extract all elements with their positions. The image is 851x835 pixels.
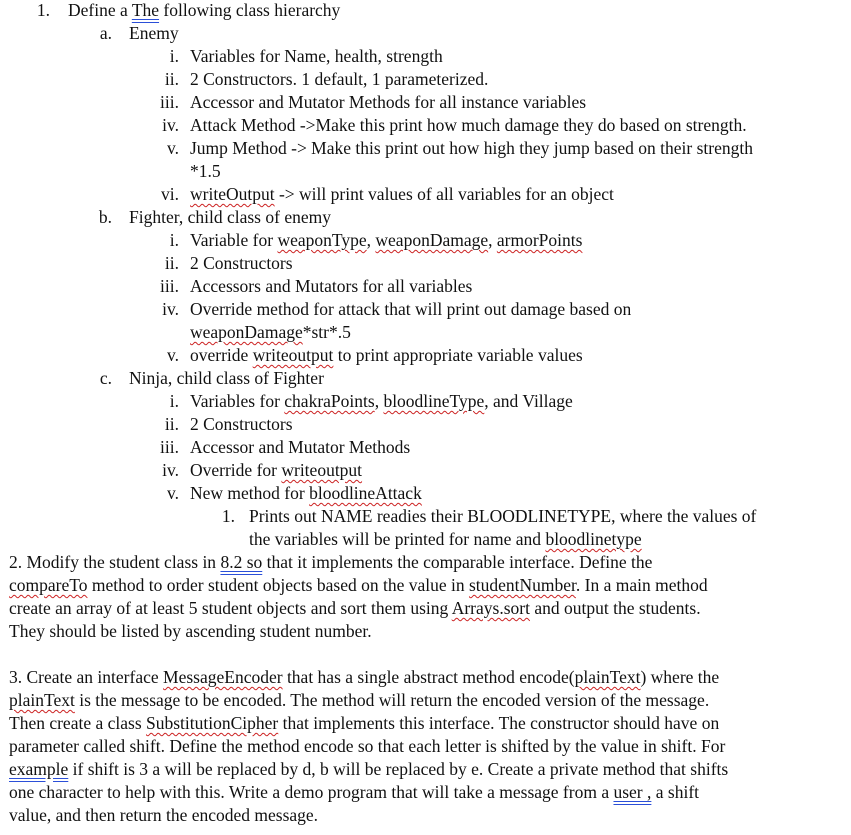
list-marker: iii. <box>160 437 179 457</box>
paragraph-line: value, and then return the encoded message. <box>9 805 319 825</box>
list-marker: 1. <box>36 0 50 20</box>
list-item-continuation: *1.5 <box>190 161 221 181</box>
fighter-heading: Fighter, child class of enemy <box>129 207 331 227</box>
list-item-continuation: weaponDamage*str*.5 <box>190 322 351 342</box>
list-item: Prints out NAME readies their BLOODLINETYPE, where the values of <box>249 506 757 526</box>
question-1-heading: Define a The following class hierarchy <box>68 0 341 20</box>
paragraph-line: 3. Create an interface MessageEncoder that has a single abstract method encode(plainText) where the <box>9 667 720 687</box>
paragraph-line: Then create a class SubstitutionCipher that implements this interface. The constructor should have on <box>9 713 720 733</box>
list-item: 2 Constructors <box>190 253 293 273</box>
list-marker: iv. <box>162 299 179 319</box>
list-marker: iii. <box>160 276 179 296</box>
list-marker: ii. <box>164 69 179 89</box>
paragraph-line: parameter called shift. Define the method encode so that each letter is shifted by the value in shift. For <box>9 736 726 756</box>
list-item: override writeoutput to print appropriate variable values <box>190 345 583 365</box>
list-marker: iv. <box>162 460 179 480</box>
list-marker: iii. <box>160 92 179 112</box>
list-item: Override method for attack that will print out damage based on <box>190 299 632 319</box>
list-item: Variables for Name, health, strength <box>190 46 443 66</box>
list-marker: ii. <box>164 414 179 434</box>
list-marker: iv. <box>162 115 179 135</box>
list-marker: c. <box>99 368 112 388</box>
list-item: New method for bloodlineAttack <box>190 483 422 503</box>
list-item: Jump Method -> Make this print out how high they jump based on their strength <box>190 138 753 158</box>
list-marker: v. <box>167 138 179 158</box>
list-item: Override for writeoutput <box>190 460 363 480</box>
list-item: Accessor and Mutator Methods for all instance variables <box>190 92 587 112</box>
enemy-heading: Enemy <box>129 23 179 43</box>
list-marker: i. <box>169 391 179 411</box>
list-marker: b. <box>98 207 112 227</box>
paragraph-line: example if shift is 3 a will be replaced by d, b will be replaced by e. Create a private method that shifts <box>9 759 729 779</box>
paragraph-line: create an array of at least 5 student objects and sort them using Arrays.sort and output the students. <box>9 598 701 618</box>
list-marker: ii. <box>164 253 179 273</box>
list-item: writeOutput -> will print values of all variables for an object <box>190 184 614 204</box>
list-item: Attack Method ->Make this print how much damage they do based on strength. <box>190 115 747 135</box>
paragraph-line: compareTo method to order student objects based on the value in studentNumber. In a main method <box>9 575 708 595</box>
list-marker: i. <box>169 230 179 250</box>
list-item: Variables for chakraPoints, bloodlineType, and Village <box>190 391 573 411</box>
list-item: Variable for weaponType, weaponDamage, armorPoints <box>190 230 583 250</box>
list-marker: a. <box>99 23 112 43</box>
paragraph-line: 2. Modify the student class in 8.2 so that it implements the comparable interface. Define the <box>9 552 653 572</box>
list-marker: vi. <box>161 184 179 204</box>
paragraph-line: one character to help with this. Write a demo program that will take a message from a user , a shift <box>9 782 700 802</box>
list-marker: i. <box>169 46 179 66</box>
paragraph-line: plainText is the message to be encoded. The method will return the encoded version of the message. <box>9 690 710 710</box>
list-marker: 1. <box>221 506 235 526</box>
ninja-heading: Ninja, child class of Fighter <box>129 368 324 388</box>
list-item-continuation: the variables will be printed for name and bloodlinetype <box>249 529 642 549</box>
list-item: Accessors and Mutators for all variables <box>190 276 473 296</box>
list-item: 2 Constructors <box>190 414 293 434</box>
paragraph-line: They should be listed by ascending student number. <box>9 621 372 641</box>
list-marker: v. <box>167 345 179 365</box>
list-marker: v. <box>167 483 179 503</box>
list-item: Accessor and Mutator Methods <box>190 437 411 457</box>
list-item: 2 Constructors. 1 default, 1 parameterized. <box>190 69 489 89</box>
